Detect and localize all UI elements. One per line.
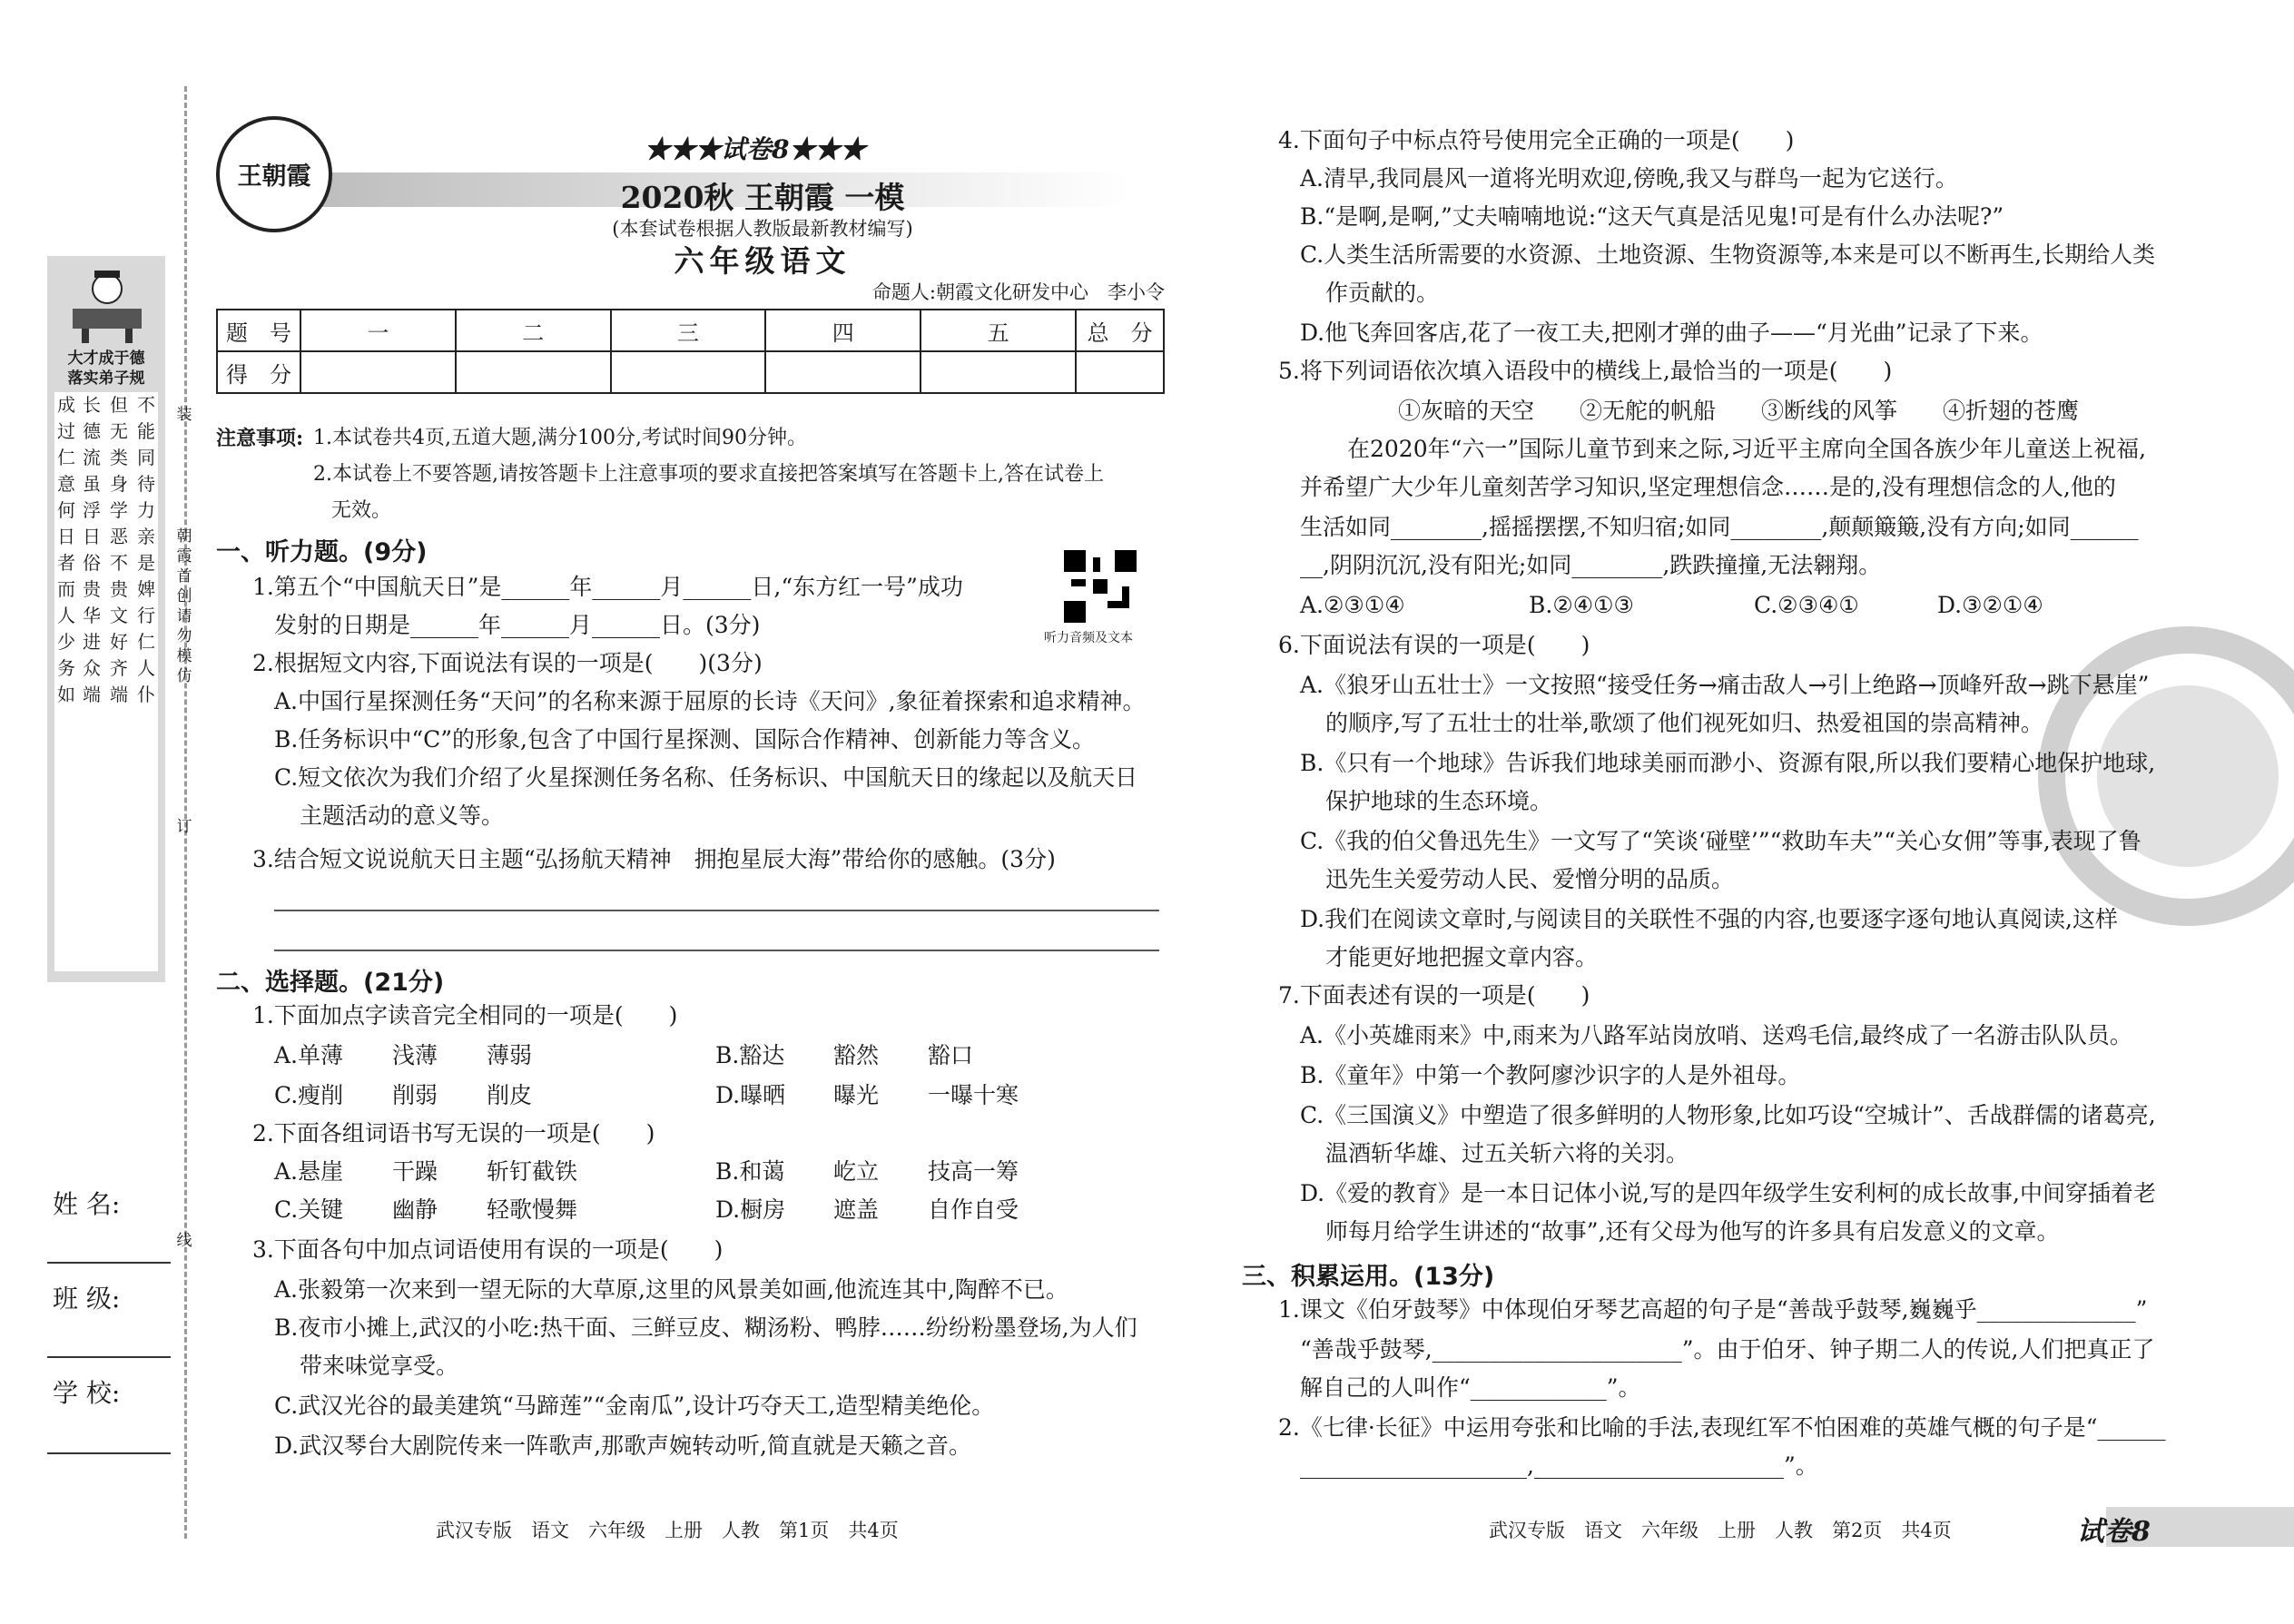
answer-line[interactable] <box>274 910 1159 911</box>
s2-q4-option-a: A.清早,我同晨风一道将光明欢迎,傍晚,我又与群鸟一起为它送行。 <box>1300 165 1958 192</box>
s2-q5-words: ①灰暗的天空 ②无舵的帆船 ③断线的风筝 ④折翅的苍鹰 <box>1398 398 2080 424</box>
score-cell[interactable] <box>921 351 1076 393</box>
binding-mark-zhuang: 装 <box>176 406 192 424</box>
s2-q1-c1: C.瘦削 <box>274 1082 344 1108</box>
s2-q2-b1: B.和蔼 <box>715 1158 785 1185</box>
s1-q2-option-c: C.短文依次为我们介绍了火星探测任务名称、任务标识、中国航天日的缘起以及航天日 <box>274 764 1138 791</box>
s2-q1-d2: 曝光 <box>833 1082 880 1108</box>
motto-head-1: 大才成于德 <box>67 349 145 368</box>
s2-q2-b3: 技高一筹 <box>928 1158 1019 1185</box>
name-field[interactable] <box>47 1262 171 1264</box>
s2-q6-option-d-cont: 才能更好地把握文章内容。 <box>1325 944 1599 970</box>
school-label: 学 校: <box>53 1378 121 1408</box>
s2-q5: 5.将下列词语依次填入语段中的横线上,最恰当的一项是( ) <box>1278 358 1893 384</box>
s2-q7-option-c: C.《三国演义》中塑造了很多鲜明的人物形象,比如巧设“空城计”、舌战群儒的诸葛亮, <box>1300 1102 2156 1128</box>
s2-q6-option-a-cont: 的顺序,写了五壮士的壮举,歌颂了他们视死如归、热爱祖国的崇高精神。 <box>1325 710 2043 736</box>
s2-q5-option-c: C.②③④① <box>1754 592 1859 618</box>
s2-q2-d3: 自作自受 <box>928 1196 1019 1223</box>
page-tag: 试卷8 <box>2077 1516 2151 1548</box>
section-3-title: 三、积累运用。(13分) <box>1242 1263 1495 1291</box>
s3-q2-line1: 2.《七律·长征》中运用夸张和比喻的手法,表现红军不怕困难的英雄气概的句子是“______ <box>1278 1414 2166 1441</box>
s2-q1-c3: 削皮 <box>487 1082 533 1108</box>
brand-logo <box>216 116 332 232</box>
s2-q1-a3: 薄弱 <box>487 1042 533 1068</box>
s2-q6-option-c: C.《我的伯父鲁迅先生》一文写了“笑谈‘碰壁’”“救助车夫”“关心女佣”等事,表现了鲁 <box>1300 828 2141 854</box>
s2-q5-passage: 在2020年“六一”国际儿童节到来之际,习近平主席向全国各族少年儿童送上祝福, <box>1347 436 2147 462</box>
s2-q4: 4.下面句子中标点符号使用完全正确的一项是( ) <box>1278 127 1795 153</box>
score-table-header-row <box>217 310 1164 351</box>
score-cell[interactable] <box>1076 351 1164 393</box>
logo-text: 王朝霞 <box>237 162 311 191</box>
binding-cut-line <box>184 86 187 1539</box>
motto-column: 但无类身学恶不贵文好齐端 <box>110 394 128 705</box>
answer-line[interactable] <box>274 950 1159 951</box>
s2-q2-a2: 干躁 <box>392 1158 438 1185</box>
footer-right: 武汉专版 语文 六年级 上册 人教 第2页 共4页 <box>1489 1520 1952 1541</box>
motto-head-2: 落实弟子规 <box>67 369 145 388</box>
s2-q6-option-b: B.《只有一个地球》告诉我们地球美丽而渺小、资源有限,所以我们要精心地保护地球, <box>1300 750 2156 776</box>
s1-q2-option-c-cont: 主题活动的意义等。 <box>300 802 505 829</box>
s2-q6-option-a: A.《狼牙山五壮士》一文按照“接受任务→痛击敌人→引上绝路→顶峰歼敌→跳下悬崖” <box>1300 672 2150 698</box>
score-cell[interactable] <box>765 351 921 393</box>
s1-q2-option-a: A.中国行星探测任务“天问”的名称来源于屈原的长诗《天问》,象征着探索和追求精神。 <box>274 688 1146 714</box>
s2-q2-d1: D.橱房 <box>715 1196 786 1223</box>
footer-left: 武汉专版 语文 六年级 上册 人教 第1页 共4页 <box>436 1520 899 1541</box>
grade-title: 六年级语文 <box>674 243 852 279</box>
s2-q1: 1.下面加点字读音完全相同的一项是( ) <box>252 1002 678 1029</box>
exam-title: 2020秋 王朝霞 一模 <box>620 180 905 215</box>
motto-column: 不能同待力亲是婢行仁人仆 <box>137 394 155 705</box>
score-header-cell: 二 <box>456 310 611 351</box>
motto-column: 成过仁意何日者而人少务如 <box>57 394 75 705</box>
s2-q7-option-d: D.《爱的教育》是一本日记体小说,写的是四年级学生安利柯的成长故事,中间穿插着老 <box>1300 1180 2156 1206</box>
s2-q6: 6.下面说法有误的一项是( ) <box>1278 632 1590 658</box>
s2-q4-option-c-cont: 作贡献的。 <box>1325 280 1440 306</box>
s2-q5-option-b: B.②④①③ <box>1529 592 1634 618</box>
s1-q1-line2: 发射的日期是______年______月______日。(3分) <box>274 612 761 638</box>
s2-q6-option-d: D.我们在阅读文章时,与阅读目的关联性不强的内容,也要逐字逐句地认真阅读,这样 <box>1300 906 2118 932</box>
exam-author: 命题人:朝霞文化研发中心 李小令 <box>871 281 1165 303</box>
s2-q2-c2: 幽静 <box>392 1196 438 1223</box>
motto-column: 长德流虽浮日俗贵华进众端 <box>83 394 101 705</box>
s2-q2-a1: A.悬崖 <box>274 1158 344 1185</box>
class-label: 班 级: <box>53 1284 121 1314</box>
notice-item: 2.本试卷上不要答题,请按答题卡上注意事项的要求直接把答案填写在答题卡上,答在试卷上 <box>313 463 1104 486</box>
score-table <box>216 309 1165 394</box>
s2-q7-option-c-cont: 温酒斩华雄、过五关斩六将的关羽。 <box>1325 1140 1689 1166</box>
s2-q1-a1: A.单薄 <box>274 1042 344 1068</box>
s2-q7: 7.下面表述有误的一项是( ) <box>1278 982 1590 1009</box>
s2-q5-passage: __,阴阴沉沉,没有阳光;如同________,跌跌撞撞,无法翱翔。 <box>1300 552 1882 578</box>
section-1-title: 一、听力题。(9分) <box>216 538 428 566</box>
score-header-cell: 总 分 <box>1076 310 1164 351</box>
binding-mark-xian: 线 <box>176 1232 192 1250</box>
s2-q7-option-a: A.《小英雄雨来》中,雨来为八路军站岗放哨、送鸡毛信,最终成了一名游击队队员。 <box>1300 1022 2132 1048</box>
s2-q4-option-c: C.人类生活所需要的水资源、土地资源、生物资源等,本来是可以不断再生,长期给人类 <box>1300 241 2156 268</box>
class-field[interactable] <box>47 1356 171 1358</box>
qr-caption: 听力音频及文本 <box>1044 631 1133 645</box>
score-header-cell: 四 <box>765 310 921 351</box>
name-label: 姓 名: <box>53 1189 121 1219</box>
s2-q2-c3: 轻歌慢舞 <box>487 1196 578 1223</box>
s1-q3: 3.结合短文说说航天日主题“弘扬航天精神 拥抱星辰大海”带给你的感触。(3分) <box>252 846 1056 872</box>
s1-q2-option-b: B.任务标识中“C”的形象,包含了中国行星探测、国际合作精神、创新能力等含义。 <box>274 726 1095 753</box>
s3-q1-line3: 解自己的人叫作“____________”。 <box>1300 1374 1641 1401</box>
s2-q7-option-d-cont: 师每月给学生讲述的“故事”,还有父母为他写的许多具有启发意义的文章。 <box>1325 1218 2060 1245</box>
scholar-cartoon-icon <box>64 263 151 345</box>
s2-q2-c1: C.关键 <box>274 1196 344 1223</box>
s2-q1-a2: 浅薄 <box>392 1042 438 1068</box>
s2-q1-d1: D.曝晒 <box>715 1082 786 1108</box>
score-header-cell: 题 号 <box>217 310 300 351</box>
s3-q1-line1: 1.课文《伯牙鼓琴》中体现伯牙琴艺高超的句子是“善哉乎鼓琴,巍巍乎______________” <box>1278 1296 2148 1323</box>
s2-q3-option-c: C.武汉光谷的最美建筑“马蹄莲”“金南瓜”,设计巧夺天工,造型精美绝伦。 <box>274 1393 995 1419</box>
s2-q5-option-d: D.③②①④ <box>1937 592 2043 618</box>
s2-q5-passage: 生活如同________,摇摇摆摆,不知归宿;如同________,颠颠簸簸,没有方向;如同______ <box>1300 514 2139 540</box>
notice-item: 无效。 <box>331 499 392 522</box>
school-field[interactable] <box>47 1452 171 1454</box>
score-cell[interactable] <box>611 351 766 393</box>
s2-q1-b1: B.豁达 <box>715 1042 785 1068</box>
notice-label: 注意事项: <box>216 427 304 450</box>
s2-q6-option-b-cont: 保护地球的生态环境。 <box>1325 788 1553 814</box>
s3-q1-line2: “善哉乎鼓琴,______________________”。由于伯牙、钟子期二人的传说,人们把真正了 <box>1300 1336 2155 1363</box>
s2-q7-option-b: B.《童年》中第一个教阿廖沙识字的人是外祖母。 <box>1300 1062 1801 1088</box>
score-header-cell: 五 <box>921 310 1076 351</box>
s2-q6-option-c-cont: 迅先生关爱劳动人民、爱憎分明的品质。 <box>1325 866 1735 892</box>
score-header-cell: 一 <box>300 310 456 351</box>
s2-q2-a3: 斩钉截铁 <box>487 1158 578 1185</box>
s2-q3-option-b-cont: 带来味觉享受。 <box>300 1353 459 1379</box>
exam-series: ★★★试卷8★★★ <box>645 134 866 164</box>
s2-q1-b3: 豁口 <box>928 1042 974 1068</box>
s2-q3: 3.下面各句中加点词语使用有误的一项是( ) <box>252 1236 724 1263</box>
s2-q3-option-b: B.夜市小摊上,武汉的小吃:热干面、三鲜豆皮、糊汤粉、鸭脖……纷纷粉墨登场,为人们 <box>274 1314 1137 1341</box>
binding-mark-ding: 订 <box>176 818 192 836</box>
section-2-title: 二、选择题。(21分) <box>216 969 445 997</box>
s2-q2: 2.下面各组词语书写无误的一项是( ) <box>252 1120 655 1147</box>
s2-q5-option-a: A.②③①④ <box>1300 592 1405 618</box>
s2-q1-c2: 削弱 <box>392 1082 438 1108</box>
s2-q3-option-a: A.张毅第一次来到一望无际的大草原,这里的风景美如画,他流连其中,陶醉不已。 <box>274 1276 1068 1303</box>
score-header-cell: 三 <box>611 310 766 351</box>
qr-code-icon[interactable] <box>1064 550 1137 623</box>
s1-q1-line1: 1.第五个“中国航天日”是______年______月______日,“东方红一号”成功 <box>252 574 963 600</box>
s2-q1-b2: 豁然 <box>833 1042 880 1068</box>
score-table-score-row <box>217 351 1164 393</box>
exam-subtitle: (本套试卷根据人教版最新教材编写) <box>612 218 913 240</box>
score-cell[interactable] <box>456 351 611 393</box>
notice-item: 1.本试卷共4页,五道大题,满分100分,考试时间90分钟。 <box>313 427 807 449</box>
s2-q5-passage: 并希望广大少年儿童刻苦学习知识,坚定理想信念……是的,没有理想信念的人,他的 <box>1300 474 2116 500</box>
s2-q1-d3: 一曝十寒 <box>928 1082 1019 1108</box>
s3-q2-line2: ____________________,______________________”。 <box>1300 1452 1818 1479</box>
s2-q4-option-d: D.他飞奔回客店,花了一夜工夫,把刚才弹的曲子——“月光曲”记录了下来。 <box>1300 320 2043 346</box>
s2-q2-d2: 遮盖 <box>833 1196 880 1223</box>
s2-q2-b2: 屹立 <box>833 1158 880 1185</box>
s1-q2: 2.根据短文内容,下面说法有误的一项是( )(3分) <box>252 650 763 676</box>
score-row-label: 得 分 <box>217 351 300 393</box>
motto-text-box <box>54 392 158 971</box>
score-cell[interactable] <box>300 351 456 393</box>
binding-mark-note: 朝霞首创 请勿模仿 <box>176 527 192 685</box>
s2-q4-option-b: B.“是啊,是啊,”丈夫喃喃地说:“这天气真是活见鬼!可是有什么办法呢?” <box>1300 203 2004 230</box>
s2-q3-option-d: D.武汉琴台大剧院传来一阵歌声,那歌声婉转动听,简直就是天籁之音。 <box>274 1432 971 1459</box>
